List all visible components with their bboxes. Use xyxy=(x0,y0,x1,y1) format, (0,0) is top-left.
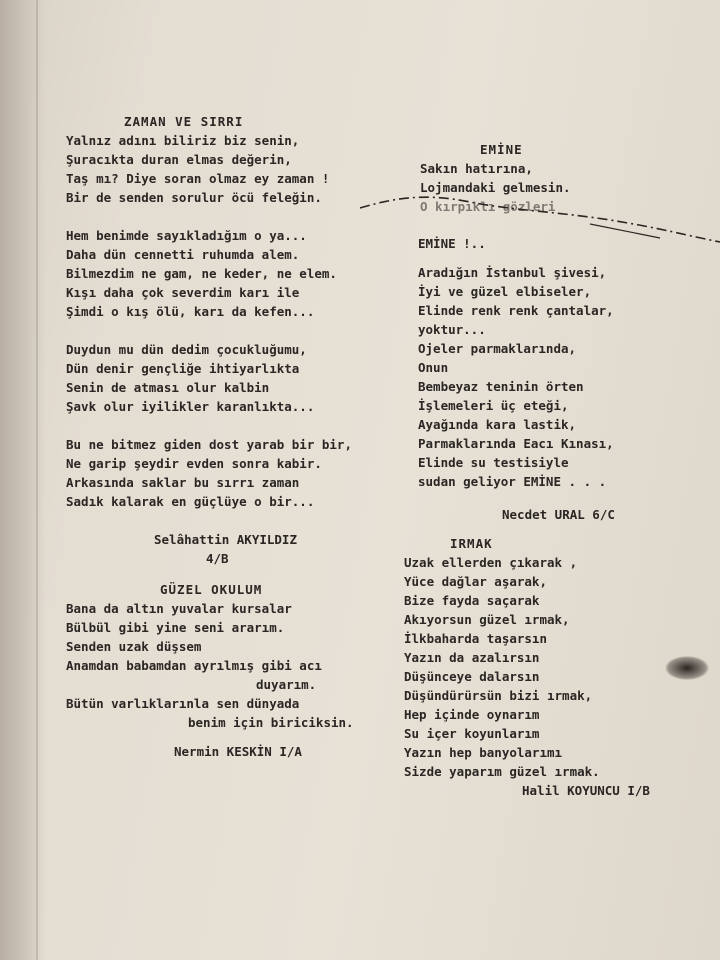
poem-line: Hep içinde oynarım xyxy=(404,707,540,722)
poem-line: Yazın da azalırsın xyxy=(404,650,540,665)
poem-line: Dün denir gençliğe ihtiyarlıkta xyxy=(66,361,300,376)
poem-title: GÜZEL OKULUM xyxy=(160,582,263,597)
poem-line: Senden uzak düşsem xyxy=(66,639,202,654)
poem-line: Akıyorsun güzel ırmak, xyxy=(404,612,570,627)
poem-line: Kışı daha çok severdim karı ile xyxy=(66,285,300,300)
poem-line: Senin de atması olur kalbin xyxy=(66,380,270,395)
pen-scribble-mark xyxy=(360,190,720,260)
poem-line: Taş mı? Diye soran olmaz ey zaman ! xyxy=(66,171,330,186)
poem-line: Şimdi o kış ölü, karı da kefen... xyxy=(66,304,315,319)
poem-line: Sizde yaparım güzel ırmak. xyxy=(404,764,600,779)
poem-line: Şavk olur iyilikler karanlıkta... xyxy=(66,399,315,414)
poem-line: Ne garip şeydir evden sonra kabir. xyxy=(66,456,322,471)
poem-signature: Nermin KESKİN I/A xyxy=(174,744,302,759)
poem-line: Anamdan babamdan ayrılmış gibi acı xyxy=(66,658,322,673)
ink-blot xyxy=(665,656,709,680)
poem-line: Bembeyaz teninin örten xyxy=(418,379,584,394)
page-crease xyxy=(36,0,38,960)
poem-line: Hem benimde sayıkladığım o ya... xyxy=(66,228,307,243)
poem-line: Aradığın İstanbul şivesi, xyxy=(418,265,607,280)
poem-stanza xyxy=(66,435,396,511)
poem-line: Yüce dağlar aşarak, xyxy=(404,574,547,589)
poem-line: İyi ve güzel elbiseler, xyxy=(418,284,592,299)
poem-line: Daha dün cennetti ruhumda alem. xyxy=(66,247,300,262)
poem-signature: Necdet URAL 6/C xyxy=(502,507,615,522)
poem-author: Selâhattin AKYILDIZ xyxy=(154,532,297,547)
poem-line: Arkasında saklar bu sırrı zaman xyxy=(66,475,300,490)
poem-line: Bilmezdim ne gam, ne keder, ne elem. xyxy=(66,266,337,281)
poem-title: EMİNE xyxy=(480,142,523,157)
poem-line: Lojmandaki gelmesin. xyxy=(420,180,571,195)
poem-line: Uzak ellerden çıkarak , xyxy=(404,555,578,570)
poem-line: sudan geliyor EMİNE . . . xyxy=(418,474,607,489)
poem-line: İlkbaharda taşarsın xyxy=(404,631,547,646)
poem-line: Düşünceye dalarsın xyxy=(404,669,540,684)
poem-line: Su içer koyunlarım xyxy=(404,726,540,741)
poem-line: İşlemeleri üç eteği, xyxy=(418,398,569,413)
poem-line: Şuracıkta duran elmas değerin, xyxy=(66,152,292,167)
poem-line: EMİNE !.. xyxy=(418,236,486,251)
poem-stanza xyxy=(66,226,396,321)
poem-line: Sadık kalarak en güçlüye o bir... xyxy=(66,494,315,509)
poem-line: Bir de senden sorulur öcü feleğin. xyxy=(66,190,322,205)
poem-line: benim için biriciksin. xyxy=(188,715,354,730)
poem-line: Yalnız adını biliriz biz senin, xyxy=(66,133,300,148)
poem-title: ZAMAN VE SIRRI xyxy=(124,114,244,129)
poem-line: Bülbül gibi yine seni ararım. xyxy=(66,620,285,635)
left-column xyxy=(66,112,396,761)
page-binding-shadow xyxy=(0,0,46,960)
poem-line: duyarım. xyxy=(256,677,317,692)
poem-stanza xyxy=(66,131,396,207)
poem-author-class: 4/B xyxy=(206,551,229,566)
poem-line: Bize fayda saçarak xyxy=(404,593,540,608)
poem-line: Bu ne bitmez giden dost yarab bir bir, xyxy=(66,437,352,452)
poem-line: Bana da altın yuvalar kursalar xyxy=(66,601,292,616)
poem-line: Yazın hep banyolarımı xyxy=(404,745,563,760)
poem-line: Elinde su testisiyle xyxy=(418,455,569,470)
poem-line: Ayağında kara lastik, xyxy=(418,417,577,432)
poem-title: IRMAK xyxy=(450,536,493,551)
poem-line: O kırpıklı gözleri xyxy=(420,199,556,214)
poem-stanza xyxy=(66,340,396,416)
poem-line: Bütün varlıklarınla sen dünyada xyxy=(66,696,300,711)
poem-line: Onun xyxy=(418,360,449,375)
poem-signature: Halil KOYUNCU I/B xyxy=(522,783,650,798)
poem-line: Ojeler parmaklarında, xyxy=(418,341,577,356)
poem-line: yoktur... xyxy=(418,322,486,337)
poem-line: Elinde renk renk çantalar, xyxy=(418,303,614,318)
poem-line: Duydun mu dün dedim çocukluğumu, xyxy=(66,342,307,357)
poem-line: Parmaklarında Eacı Kınası, xyxy=(418,436,614,451)
poem-line: Sakın hatırına, xyxy=(420,161,533,176)
poem-line: Düşündürürsün bizi ırmak, xyxy=(404,688,593,703)
